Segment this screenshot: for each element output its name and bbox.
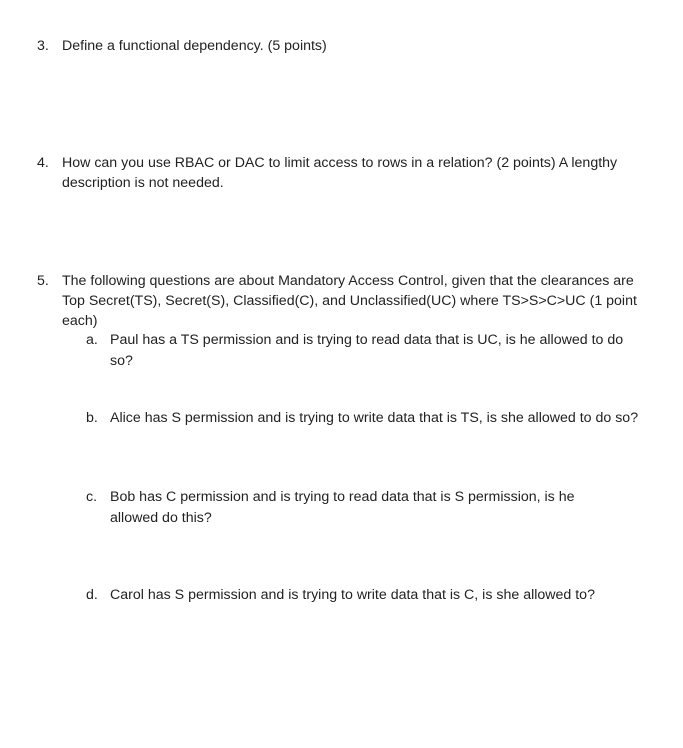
question-text: Define a functional dependency. (5 points): [62, 38, 327, 54]
question-number: 4.: [37, 155, 49, 171]
subquestion-letter: c.: [86, 489, 98, 505]
subquestion-letter: b.: [86, 410, 98, 426]
subquestion-text: Alice has S permission and is trying to write data that is TS, is she allowed to do so?: [110, 410, 639, 426]
question-number: 5.: [37, 273, 49, 289]
subquestion-letter: d.: [86, 587, 98, 603]
subquestion-text: Carol has S permission and is trying to write data that is C, is she allowed to?: [110, 587, 595, 603]
question-number: 3.: [37, 38, 49, 54]
subquestion-letter: a.: [86, 332, 98, 348]
question-text: How can you use RBAC or DAC to limit access to rows in a relation? (2 points) A lengthy description is not needed.: [62, 155, 618, 191]
subquestion-text: Bob has C permission and is trying to read data that is S permission, is he allowed do this?: [110, 489, 575, 526]
subquestion-text: Paul has a TS permission and is trying to read data that is UC, is he allowed to do so?: [110, 332, 624, 369]
question-text: The following questions are about Mandatory Access Control, given that the clearances are Top Secret(TS), Secret(S), Classified(C), and Unclassified(UC) where TS>S>C>UC (1 point each): [62, 273, 637, 329]
